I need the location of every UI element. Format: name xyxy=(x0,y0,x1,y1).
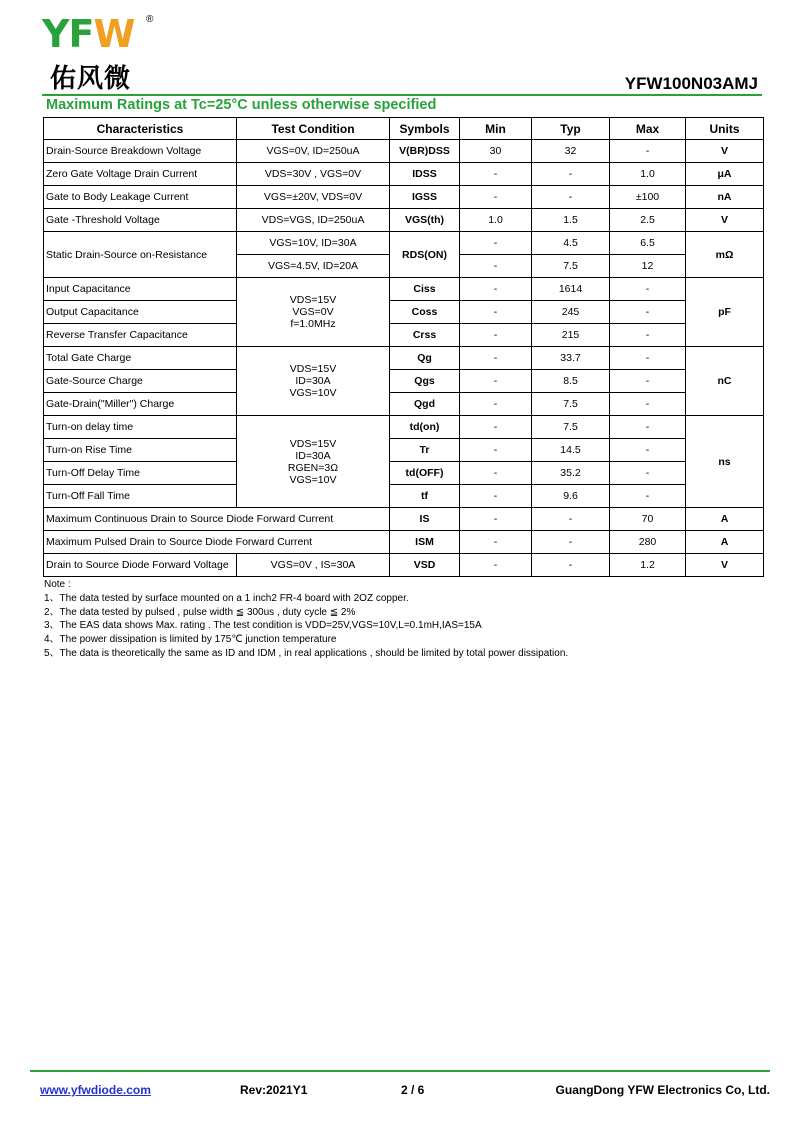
col-header: Characteristics xyxy=(44,118,237,140)
max-value: 1.2 xyxy=(610,554,686,577)
test-condition: VGS=±20V, VDS=0V xyxy=(237,186,390,209)
typ-value: 1614 xyxy=(532,278,610,301)
note-item: 4、The power dissipation is limited by 175℃ junction temperature xyxy=(44,634,337,646)
typ-value: - xyxy=(532,186,610,209)
table-row xyxy=(44,163,764,186)
min-value: - xyxy=(460,439,532,462)
typ-value: - xyxy=(532,163,610,186)
max-value: - xyxy=(610,416,686,439)
test-condition-line: RGEN=3Ω xyxy=(287,461,339,474)
min-value: 30 xyxy=(460,140,532,163)
typ-value: 9.6 xyxy=(532,485,610,508)
max-value: - xyxy=(610,140,686,163)
table-header-row xyxy=(44,118,764,140)
table-row xyxy=(44,347,764,370)
min-value: - xyxy=(460,508,532,531)
max-value: - xyxy=(610,370,686,393)
notes-heading: Note : xyxy=(44,579,71,590)
footer-rule xyxy=(30,1070,770,1072)
symbol: Crss xyxy=(390,324,460,347)
min-value: - xyxy=(460,347,532,370)
symbol: ISM xyxy=(390,531,460,554)
characteristic: Gate-Source Charge xyxy=(44,370,237,393)
table-row xyxy=(44,209,764,232)
unit: A xyxy=(686,508,764,531)
col-header: Test Condition xyxy=(237,118,390,140)
min-value: 1.0 xyxy=(460,209,532,232)
typ-value: 35.2 xyxy=(532,462,610,485)
company-name: GuangDong YFW Electronics Co, Ltd. xyxy=(555,1083,770,1097)
max-value: 280 xyxy=(610,531,686,554)
unit: V xyxy=(686,140,764,163)
website-link[interactable]: www.yfwdiode.com xyxy=(40,1083,151,1097)
max-value: - xyxy=(610,301,686,324)
test-condition-line: VDS=15V xyxy=(289,294,337,306)
symbol: td(OFF) xyxy=(390,462,460,485)
test-condition-line: ID=30A xyxy=(295,375,331,387)
part-number: YFW100N03AMJ xyxy=(624,74,758,93)
unit: nC xyxy=(686,347,764,416)
test-condition: VGS=0V , IS=30A xyxy=(237,554,390,577)
ratings-table xyxy=(43,117,764,577)
table-row xyxy=(44,554,764,577)
min-value: - xyxy=(460,232,532,255)
typ-value: 215 xyxy=(532,324,610,347)
characteristic: Maximum Pulsed Drain to Source Diode Forward Current xyxy=(44,531,390,554)
min-value: - xyxy=(460,416,532,439)
characteristic: Input Capacitance xyxy=(44,278,237,301)
typ-value: 4.5 xyxy=(532,232,610,255)
note-item: 1、The data tested by surface mounted on a 1 inch2 FR-4 board with 2OZ copper. xyxy=(44,592,409,604)
min-value: - xyxy=(460,324,532,347)
min-value: - xyxy=(460,462,532,485)
typ-value: 7.5 xyxy=(532,255,610,278)
logo-mark: YFW xyxy=(42,12,135,56)
symbol: Qgd xyxy=(390,393,460,416)
unit: A xyxy=(686,531,764,554)
col-header: Symbols xyxy=(390,118,460,140)
col-header: Units xyxy=(686,118,764,140)
company-logo xyxy=(42,14,162,94)
page-number: 2 / 6 xyxy=(401,1083,425,1097)
min-value: - xyxy=(460,554,532,577)
symbol: Qg xyxy=(390,347,460,370)
typ-value: 14.5 xyxy=(532,439,610,462)
max-value: 70 xyxy=(610,508,686,531)
min-value: - xyxy=(460,370,532,393)
symbol: RDS(ON) xyxy=(390,232,460,278)
min-value: - xyxy=(460,485,532,508)
notes xyxy=(44,578,568,661)
test-condition: VDS=30V , VGS=0V xyxy=(237,163,390,186)
max-value: - xyxy=(610,347,686,370)
col-header: Min xyxy=(460,118,532,140)
unit: V xyxy=(686,209,764,232)
table-row xyxy=(44,232,764,255)
typ-value: 1.5 xyxy=(532,209,610,232)
registered-mark: ® xyxy=(146,14,154,25)
note-item: 5、The data is theoretically the same as ID and IDM , in real applications , should be limited by total power dissipation. xyxy=(44,647,569,659)
unit: μA xyxy=(686,163,764,186)
col-header: Typ xyxy=(532,118,610,140)
table-row xyxy=(44,531,764,554)
symbol: Tr xyxy=(390,439,460,462)
max-value: 1.0 xyxy=(610,163,686,186)
table-row xyxy=(44,393,764,416)
header-rule xyxy=(42,94,762,96)
typ-value: 245 xyxy=(532,301,610,324)
symbol: VGS(th) xyxy=(390,209,460,232)
characteristic: Static Drain-Source on-Resistance xyxy=(44,232,237,278)
min-value: - xyxy=(460,278,532,301)
test-condition-line: ID=30A xyxy=(295,449,331,462)
typ-value: 7.5 xyxy=(532,393,610,416)
characteristic: Turn-on Rise Time xyxy=(44,439,237,462)
table-row xyxy=(44,140,764,163)
characteristic: Gate-Drain("Miller") Charge xyxy=(44,393,237,416)
symbol: VSD xyxy=(390,554,460,577)
min-value: - xyxy=(460,163,532,186)
characteristic: Drain to Source Diode Forward Voltage xyxy=(44,554,237,577)
table-row xyxy=(44,324,764,347)
min-value: - xyxy=(460,393,532,416)
revision: Rev:2021Y1 xyxy=(240,1083,308,1097)
unit: nA xyxy=(686,186,764,209)
max-value: - xyxy=(610,462,686,485)
symbol: Coss xyxy=(390,301,460,324)
table-row xyxy=(44,485,764,508)
max-value: 12 xyxy=(610,255,686,278)
max-value: 2.5 xyxy=(610,209,686,232)
note-item: 3、The EAS data shows Max. rating . The test condition is VDD=25V,VGS=10V,L=0.1mH,IAS=15A xyxy=(44,620,482,632)
max-value: ±100 xyxy=(610,186,686,209)
logo-chinese-name: 佑风微 xyxy=(50,64,132,94)
typ-value: 7.5 xyxy=(532,416,610,439)
max-value: - xyxy=(610,393,686,416)
test-condition: VDS=VGS, ID=250uA xyxy=(237,209,390,232)
max-value: - xyxy=(610,439,686,462)
test-condition-line: VDS=15V xyxy=(289,363,337,375)
test-condition-line: VGS=10V xyxy=(289,473,337,486)
table-row xyxy=(44,416,764,439)
characteristic: Gate to Body Leakage Current xyxy=(44,186,237,209)
characteristic: Maximum Continuous Drain to Source Diode Forward Current xyxy=(44,508,390,531)
unit: mΩ xyxy=(686,232,764,278)
test-condition-group xyxy=(237,278,390,347)
symbol: IGSS xyxy=(390,186,460,209)
table-row xyxy=(44,301,764,324)
symbol: td(on) xyxy=(390,416,460,439)
table-row xyxy=(44,508,764,531)
typ-value: - xyxy=(532,531,610,554)
symbol: Ciss xyxy=(390,278,460,301)
typ-value: 8.5 xyxy=(532,370,610,393)
max-value: - xyxy=(610,485,686,508)
test-condition-group xyxy=(237,347,390,416)
min-value: - xyxy=(460,186,532,209)
note-item: 2、The data tested by pulsed , pulse width ≦ 300us , duty cycle ≦ 2% xyxy=(44,606,356,618)
test-condition-group xyxy=(237,416,390,508)
symbol: IDSS xyxy=(390,163,460,186)
characteristic: Total Gate Charge xyxy=(44,347,237,370)
symbol: V(BR)DSS xyxy=(390,140,460,163)
test-condition: VGS=0V, ID=250uA xyxy=(237,140,390,163)
max-value: 6.5 xyxy=(610,232,686,255)
section-title: Maximum Ratings at Tc=25°C unless otherwise specified xyxy=(46,97,437,113)
characteristic: Zero Gate Voltage Drain Current xyxy=(44,163,237,186)
table-row xyxy=(44,462,764,485)
max-value: - xyxy=(610,324,686,347)
characteristic: Drain-Source Breakdown Voltage xyxy=(44,140,237,163)
characteristic: Gate -Threshold Voltage xyxy=(44,209,237,232)
max-value: - xyxy=(610,278,686,301)
symbol: tf xyxy=(390,485,460,508)
min-value: - xyxy=(460,255,532,278)
characteristic: Turn-Off Delay Time xyxy=(44,462,237,485)
characteristic: Turn-Off Fall Time xyxy=(44,485,237,508)
min-value: - xyxy=(460,531,532,554)
typ-value: - xyxy=(532,508,610,531)
table-row xyxy=(44,439,764,462)
typ-value: - xyxy=(532,554,610,577)
unit: V xyxy=(686,554,764,577)
table-row xyxy=(44,278,764,301)
table-row xyxy=(44,186,764,209)
unit: pF xyxy=(686,278,764,347)
typ-value: 32 xyxy=(532,140,610,163)
characteristic: Reverse Transfer Capacitance xyxy=(44,324,237,347)
symbol: IS xyxy=(390,508,460,531)
test-condition: VGS=4.5V, ID=20A xyxy=(237,255,390,278)
characteristic: Turn-on delay time xyxy=(44,416,237,439)
symbol: Qgs xyxy=(390,370,460,393)
min-value: - xyxy=(460,301,532,324)
test-condition-line: f=1.0MHz xyxy=(290,318,336,330)
typ-value: 33.7 xyxy=(532,347,610,370)
unit: ns xyxy=(686,416,764,508)
characteristic: Output Capacitance xyxy=(44,301,237,324)
col-header: Max xyxy=(610,118,686,140)
test-condition-line: VDS=15V xyxy=(289,437,337,450)
test-condition-line: VGS=10V xyxy=(289,387,337,399)
test-condition-line: VGS=0V xyxy=(292,306,334,318)
test-condition: VGS=10V, ID=30A xyxy=(237,232,390,255)
table-row xyxy=(44,370,764,393)
